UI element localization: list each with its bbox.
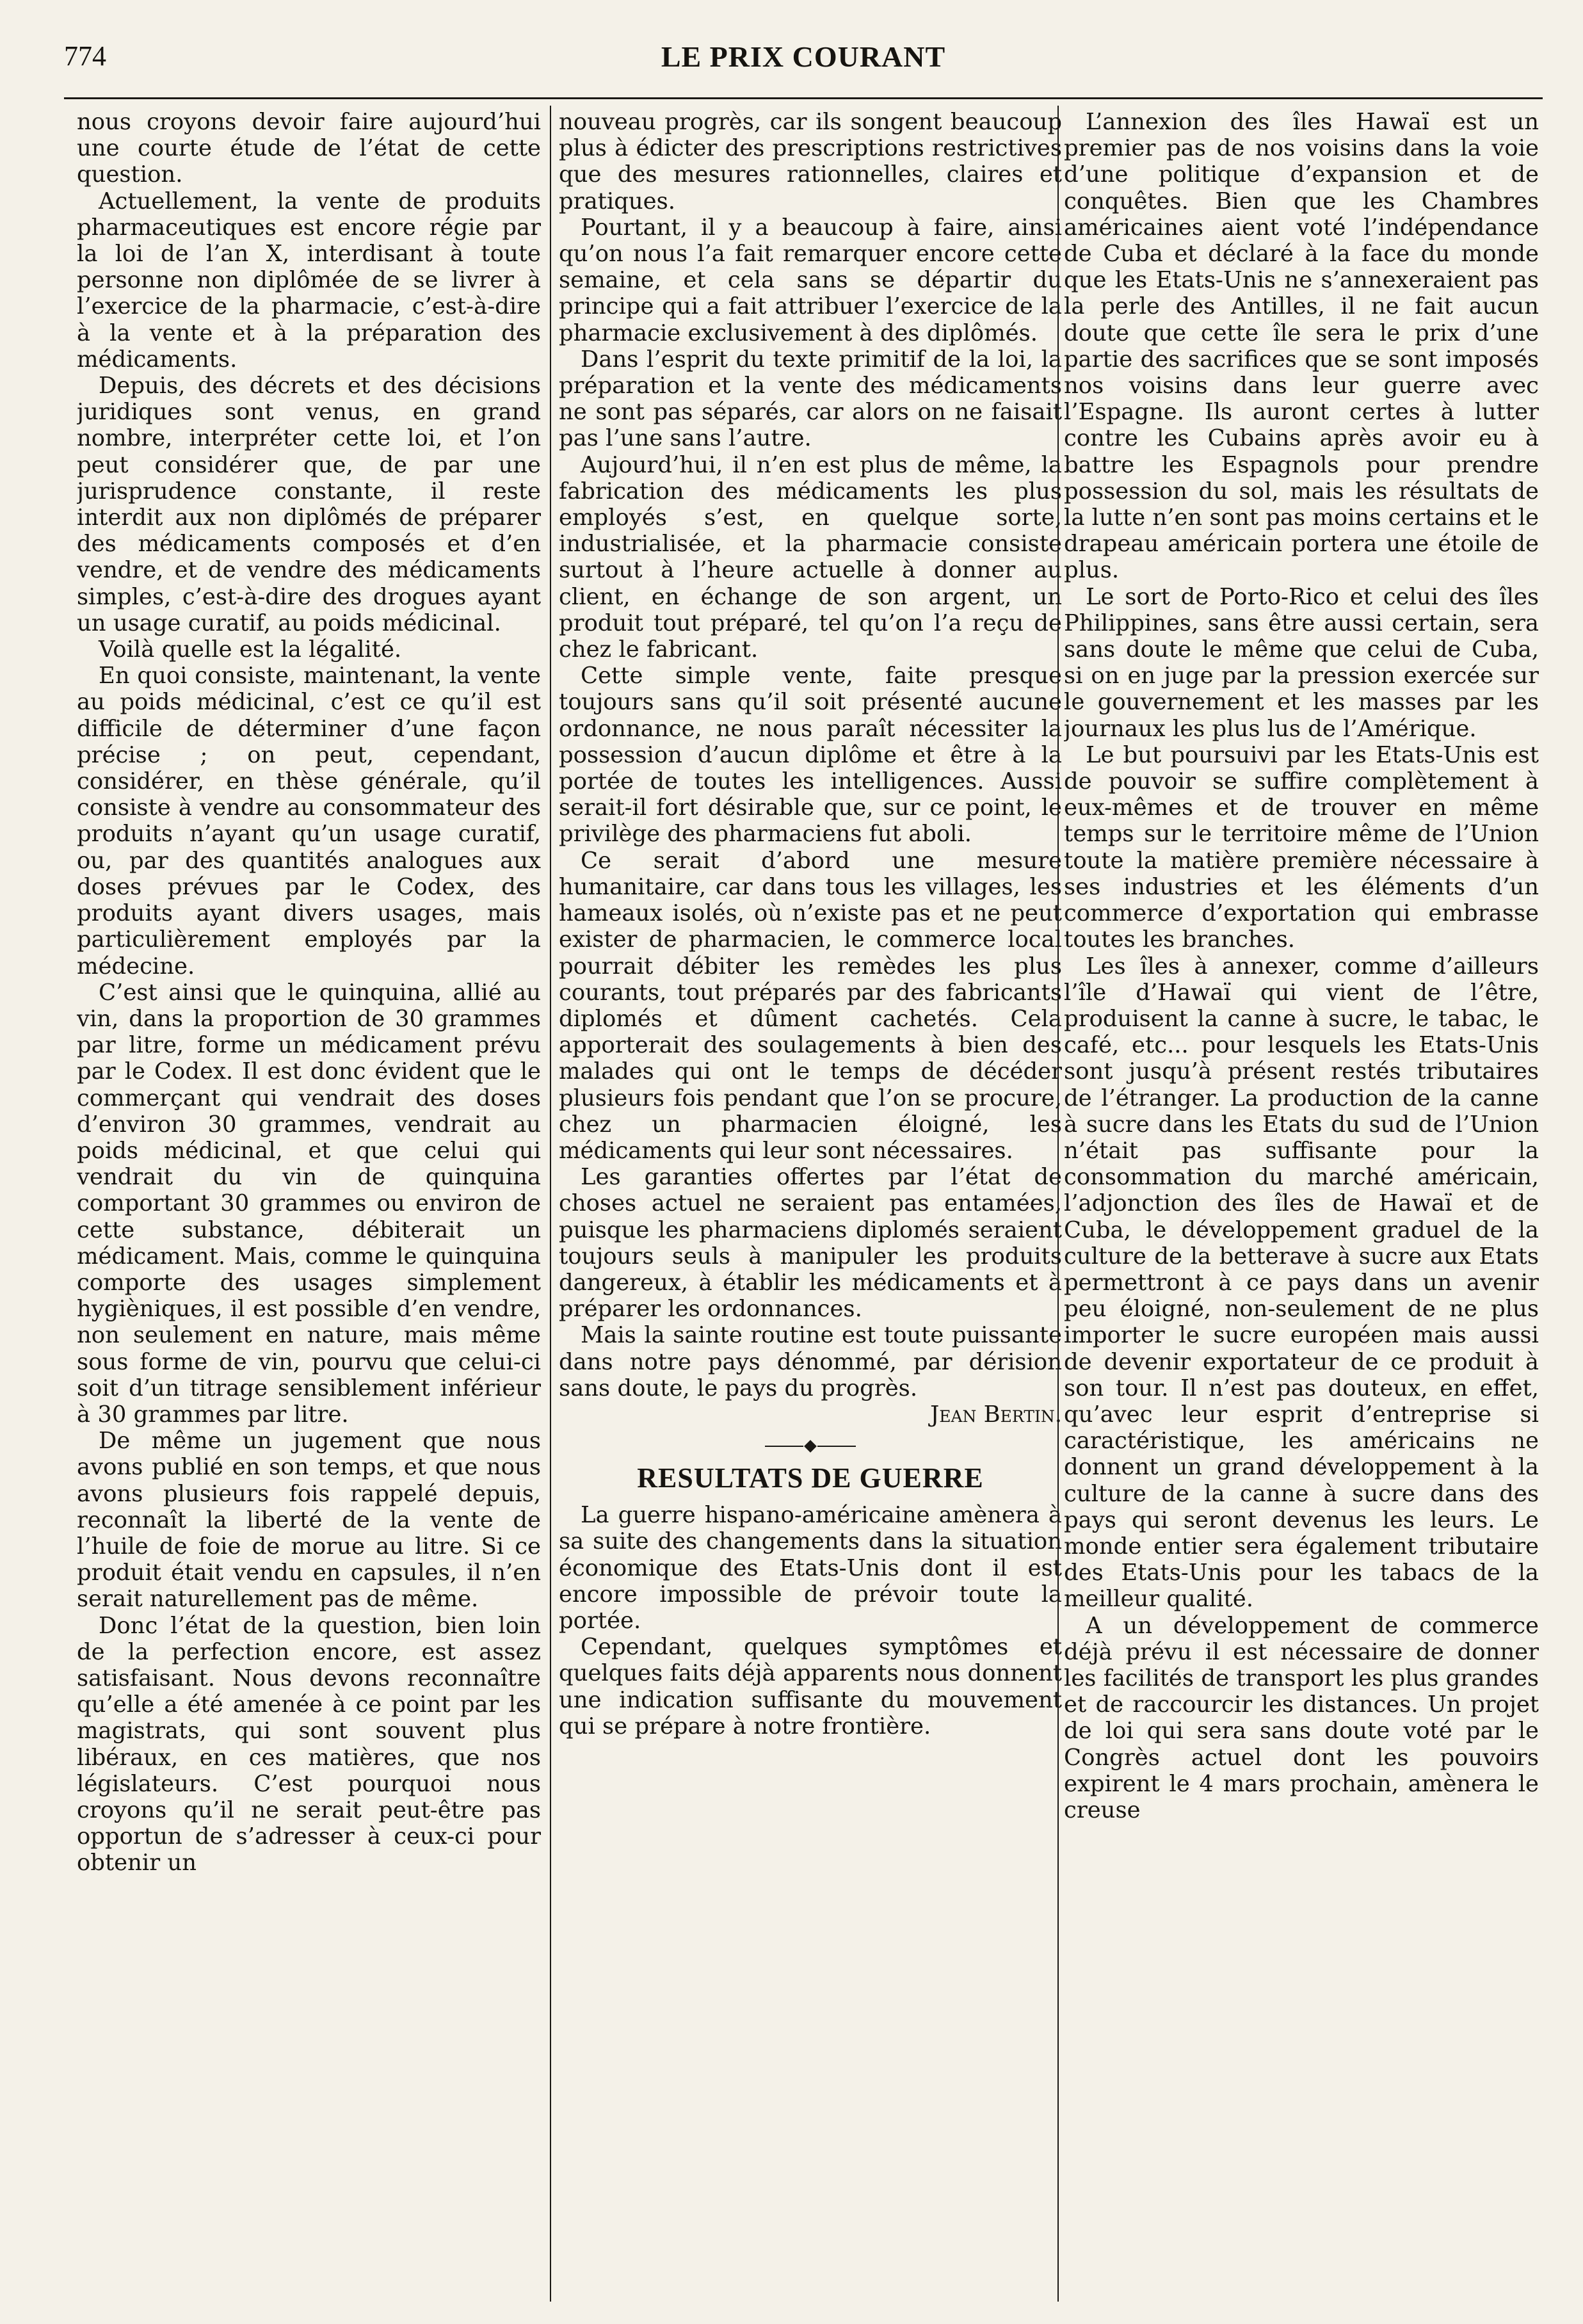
paragraph: Depuis, des décrets et des décisions juridiques sont venus, en grand nombre, interpréter cette loi, et l’on peut considérer que, de par une jurisprudence constante, il reste interdit aux non diplômés de préparer des médicaments composés et d’en vendre, et de vendre des médicaments simples, c’est-à-dire des drogues ayant un usage curatif, au poids médicinal.	[77, 373, 541, 636]
separator-ornament	[559, 1437, 1062, 1456]
paragraph: Aujourd’hui, il n’en est plus de même, la fabrication des médicaments les plus employés s’est, en quelque sorte, industrialisée, et la pharmacie consiste surtout à l’heure actuelle à donner au client, en échange de son argent, un produit tout préparé, tel qu’on l’a reçu de chez le fabricant.	[559, 451, 1062, 663]
paragraph: C’est ainsi que le quinquina, allié au vin, dans la proportion de 30 grammes par litre, forme un médicament prévu par le Codex. Il est donc évident que le commerçant qui vendrait des doses d’environ 30 grammes, vendrait au poids médicinal, et que celui qui vendrait du vin de quinquina comportant 30 grammes ou environ de cette substance, débiterait un médicament. Mais, comme le quinquina comporte des usages simplement hygièniques, il est possible d’en vendre, non seulement en nature, mais même sous forme de vin, pourvu que celui-ci soit d’un titrage sensiblement inférieur à 30 grammes par litre.	[77, 979, 541, 1428]
header-rule	[64, 97, 1543, 99]
column-2-new-article	[559, 1502, 1062, 1739]
column-2-article-end	[559, 109, 1062, 1401]
paragraph: La guerre hispano-américaine amènera à sa suite des changements dans la situation économique des Etats-Unis dont il est encore impossible de prévoir toute la portée.	[559, 1502, 1062, 1634]
column-3	[1064, 109, 1539, 2298]
paragraph: Ce serait d’abord une mesure humanitaire, car dans tous les villages, les hameaux isolés, où n’existe pas et ne peut exister de pharmacien, le commerce local pourrait débiter les remèdes les plus courants, tout préparés par des fabricants diplomés et dûment cachetés. Cela apporterait des soulagements à bien des malades qui ont le temps de décéder plusieurs fois pendant que l’on se procure, chez un pharmacien éloigné, les médicaments qui leur sont nécessaires.	[559, 847, 1062, 1164]
column-1	[77, 109, 541, 2298]
paragraph: Voilà quelle est la légalité.	[99, 636, 402, 663]
column-divider	[1057, 106, 1059, 2302]
paragraph: Cette simple vente, faite presque toujours sans qu’il soit présenté aucune ordonnance, ne nous paraît nécessiter la possession d’aucun diplôme et être à la portée de toutes les intelligences. Aussi serait-il fort désirable que, sur ce point, le privilège des pharmaciens fut aboli.	[559, 663, 1062, 848]
paragraph: Cependant, quelques symptômes et quelques faits déjà apparents nous donnent une indication suffisante du mouvement qui se prépare à notre frontière.	[559, 1634, 1062, 1739]
paragraph: A un développement de commerce déjà prévu il est nécessaire de donner les facilités de transport les plus grandes et de raccourcir les distances. Un projet de loi qui sera sans doute voté par le Congrès actuel dont les pouvoirs expirent le 4 mars prochain, amènera le creuse	[1064, 1612, 1539, 1823]
paragraph: Le sort de Porto-Rico et celui des îles Philippines, sans être aussi certain, sera sans doute le même que celui de Cuba, si on en juge par la pression exercée sur le gouvernement et les masses par les journaux les plus lus de l’Amérique.	[1064, 583, 1539, 742]
paragraph: Donc l’état de la question, bien loin de la perfection encore, est assez satisfaisant. Nous devons reconnaître qu’elle a été amenée à ce point par les magistrats, qui sont souvent plus libéraux, en ces matières, que nos législateurs. C’est pourquoi nous croyons qu’il ne serait peut-être pas opportun de s’adresser à ceux-ci pour obtenir un	[77, 1612, 541, 1876]
paragraph: De même un jugement que nous avons publié en son temps, et que nous avons plusieurs fois rappelé depuis, reconnaît la liberté de la vente de l’huile de foie de morue au litre. Si ce produit était vendu en capsules, il n’en serait naturellement pas de même.	[77, 1428, 541, 1613]
paragraph: En quoi consiste, maintenant, la vente au poids médicinal, c’est ce qu’il est difficile de déterminer d’une façon précise ; on peut, cependant, considérer, en thèse générale, qu’il consiste à vendre au consommateur des produits n’ayant qu’un usage curatif, ou, par des quantités analogues aux doses prévues par le Codex, des produits ayant divers usages, mais particulièrement employés par la médecine.	[77, 663, 541, 980]
paragraph: Les îles à annexer, comme d’ailleurs l’île d’Hawaï qui vient de l’être, produisent la canne à sucre, le tabac, le café, etc... pour lesquels les Etats-Unis sont jusqu’à présent restés tributaires de l’étranger. La production de la canne à sucre dans les Etats du sud de l’Union n’était pas suffisante pour la consommation du marché américain, l’adjonction des îles de Hawaï et de Cuba, le développement graduel de la culture de la betterave à sucre aux Etats permettront à ce pays dans un avenir peu éloigné, non-seulement de ne plus importer le sucre européen mais aussi de devenir exportateur de ce produit à son tour. Il n’est pas douteux, en effet, qu’avec leur esprit d’entreprise si caractéristique, les américains ne donnent un grand développement à la culture de la canne à sucre dans des pays qui seront devenus les leurs. Le monde entier sera également tributaire des Etats-Unis pour les tabacs de la meilleur qualité.	[1064, 953, 1539, 1613]
column-2	[559, 109, 1062, 2298]
paragraph: Actuellement, la vente de produits pharmaceutiques est encore régie par la loi de l’an X, interdisant à toute personne non diplômée de se livrer à l’exercice de la pharmacie, c’est-à-dire à la vente et à la préparation des médicaments.	[77, 188, 541, 373]
running-title: LE PRIX COURANT	[661, 40, 946, 73]
paragraph: nous croyons devoir faire aujourd’hui une courte étude de l’état de cette question.	[77, 109, 541, 188]
paragraph: Les garanties offertes par l’état de choses actuel ne seraient pas entamées, puisque les pharmaciens diplomés seraient toujours seuls à manipuler les produits dangereux, à établir les médicaments et à préparer les ordonnances.	[559, 1164, 1062, 1323]
author-signature: Jean Bertin.	[930, 1401, 1062, 1428]
paragraph: Le but poursuivi par les Etats-Unis est de pouvoir se suffire complètement à eux-mêmes et de trouver en même temps sur le territoire même de l’Union toute la matière première nécessaire à ses industries et les éléments d’un commerce d’exportation qui embrasse toutes les branches.	[1064, 741, 1539, 953]
section-title: RESULTATS DE GUERRE	[637, 1462, 984, 1494]
paragraph: L’annexion des îles Hawaï est un premier pas de nos voisins dans la voie d’une politique d’expansion et de conquêtes. Bien que les Chambres américaines aient voté l’indépendance de Cuba et déclaré à la face du monde que les Etats-Unis ne s’annexeraient pas la perle des Antilles, il ne fait aucun doute que cette île sera le prix d’une partie des sacrifices que se sont imposés nos voisins dans leur guerre avec l’Espagne. Ils auront certes à lutter contre les Cubains après avoir eu à battre les Espagnols pour prendre possession du sol, mais les résultats de la lutte n’en sont pas moins certains et le drapeau américain portera une étoile de plus.	[1064, 109, 1539, 584]
column-divider	[550, 106, 551, 2302]
paragraph: Dans l’esprit du texte primitif de la loi, la préparation et la vente des médicaments ne sont pas séparés, car alors on ne faisait pas l’une sans l’autre.	[559, 346, 1062, 452]
paragraph: nouveau progrès, car ils songent beaucoup plus à édicter des prescriptions restrictives que des mesures rationnelles, claires et pratiques.	[559, 109, 1062, 214]
page-header	[64, 40, 1543, 85]
paragraph: Pourtant, il y a beaucoup à faire, ainsi qu’on nous l’a fait remarquer encore cette semaine, et cela sans se départir du principe qui a fait attribuer l’exercice de la pharmacie exclusivement à des diplômés.	[559, 214, 1062, 346]
paragraph: Mais la sainte routine est toute puissante dans notre pays dénommé, par dérision sans doute, le pays du progrès.	[559, 1322, 1062, 1401]
page-number: 774	[64, 40, 106, 72]
